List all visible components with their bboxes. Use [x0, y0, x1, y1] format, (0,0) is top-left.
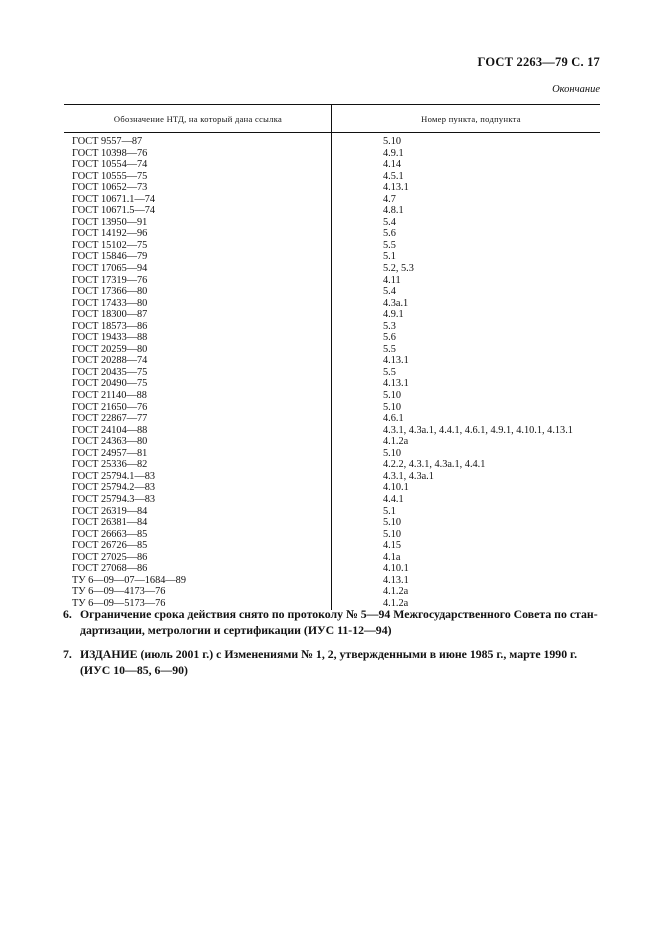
table-row: [64, 298, 600, 310]
table-row: [64, 344, 600, 356]
clause-cell: 4.7: [383, 193, 396, 205]
table-row: [64, 378, 600, 390]
clause-cell: 4.3.1, 4.3а.1, 4.4.1, 4.6.1, 4.9.1, 4.10.1, 4.13.1: [383, 424, 573, 436]
designation-cell: ГОСТ 10554—74: [72, 159, 148, 171]
clause-cell: 4.3.1, 4.3а.1: [383, 470, 434, 482]
clause-cell: 4.13.1: [383, 355, 409, 367]
clause-cell: 5.6: [383, 332, 396, 344]
table-row: [64, 471, 600, 483]
clause-cell: 4.11: [383, 274, 401, 286]
clause-cell: 4.13.1: [383, 574, 409, 586]
designation-cell: ГОСТ 10652—73: [72, 182, 148, 194]
clause-cell: 4.3а.1: [383, 297, 409, 309]
designation-cell: ГОСТ 10398—76: [72, 147, 148, 159]
designation-cell: ГОСТ 25794.1—83: [72, 470, 156, 482]
clause-cell: 4.15: [383, 540, 402, 552]
table-row: [64, 517, 600, 529]
designation-cell: ГОСТ 17065—94: [72, 263, 148, 275]
table-row: [64, 436, 600, 448]
designation-cell: ГОСТ 10555—75: [72, 170, 148, 182]
table-row: [64, 506, 600, 518]
table-body: [64, 133, 600, 609]
clause-cell: 5.10: [383, 447, 402, 459]
table-row: [64, 482, 600, 494]
clause-cell: 5.1: [383, 505, 396, 517]
table-row: [64, 355, 600, 367]
table-row: [64, 275, 600, 287]
table-row: [64, 390, 600, 402]
table-row: [64, 148, 600, 160]
column-header-designation: Обозначение НТД, на который дана ссылка: [113, 113, 283, 124]
designation-cell: ТУ 6—09—07—1684—89: [72, 574, 186, 586]
clause-cell: 5.1: [383, 251, 396, 263]
designation-cell: ГОСТ 10671.1—74: [72, 193, 156, 205]
designation-cell: ГОСТ 22867—77: [72, 413, 148, 425]
clause-cell: 5.2, 5.3: [383, 263, 414, 275]
table-row: [64, 263, 600, 275]
clause-cell: 4.9.1: [383, 309, 404, 321]
clause-cell: 4.5.1: [383, 170, 404, 182]
table-row: [64, 228, 600, 240]
page-header-title: ГОСТ 2263—79 С. 17: [477, 55, 600, 69]
clause-cell: 5.10: [383, 390, 402, 402]
designation-cell: ГОСТ 24957—81: [72, 447, 148, 459]
table-row: [64, 563, 600, 575]
note-7-line-1: ИЗДАНИЕ (июль 2001 г.) с Изменениями № 1, 2, утвержденными в июне 1985 г., марте 1990 г.: [80, 647, 578, 661]
table-row: [64, 448, 600, 460]
clause-cell: 4.8.1: [383, 205, 404, 217]
designation-cell: ГОСТ 18573—86: [72, 320, 148, 332]
designation-cell: ГОСТ 26726—85: [72, 540, 148, 552]
clause-cell: 4.1.2а: [383, 597, 409, 609]
designation-cell: ГОСТ 26319—84: [72, 505, 148, 517]
designation-cell: ГОСТ 21140—88: [72, 390, 147, 402]
note-6-number: 6.: [63, 607, 72, 621]
clause-cell: 4.4.1: [383, 493, 404, 505]
clause-cell: 4.1.2а: [383, 586, 409, 598]
designation-cell: ГОСТ 26381—84: [72, 517, 148, 529]
table-row: [64, 182, 600, 194]
table-row: [64, 286, 600, 298]
designation-cell: ГОСТ 21650—76: [72, 401, 148, 413]
clause-cell: 4.10.1: [383, 482, 409, 494]
table-row: [64, 321, 600, 333]
designation-cell: ГОСТ 25336—82: [72, 459, 148, 471]
table-row: [64, 367, 600, 379]
designation-cell: ГОСТ 25794.2—83: [72, 482, 156, 494]
note-7-number: 7.: [63, 647, 72, 661]
designation-cell: ТУ 6—09—5173—76: [72, 597, 166, 609]
designation-cell: ГОСТ 19433—88: [72, 332, 148, 344]
table-row: [64, 575, 600, 587]
clause-cell: 5.5: [383, 343, 396, 355]
designation-cell: ГОСТ 10671.5—74: [72, 205, 156, 217]
note-7-line-2: (ИУС 10—85, 6—90): [80, 663, 188, 677]
clause-cell: 4.13.1: [383, 378, 409, 390]
table-row: [64, 171, 600, 183]
clause-cell: 4.9.1: [383, 147, 404, 159]
clause-cell: 5.10: [383, 401, 402, 413]
designation-cell: ГОСТ 20288—74: [72, 355, 148, 367]
designation-cell: ГОСТ 27025—86: [72, 551, 148, 563]
table-row: [64, 194, 600, 206]
clause-cell: 5.3: [383, 320, 396, 332]
table-row: [64, 586, 600, 598]
table-row: [64, 552, 600, 564]
table-header: [64, 105, 600, 132]
clause-cell: 4.14: [383, 159, 402, 171]
table-row: [64, 459, 600, 471]
table-row: [64, 205, 600, 217]
designation-cell: ГОСТ 13950—91: [72, 216, 148, 228]
designation-cell: ГОСТ 17319—76: [72, 274, 148, 286]
table-row: [64, 529, 600, 541]
clause-cell: 5.4: [383, 216, 396, 228]
note-6-line-1: Ограничение срока действия снято по протоколу № 5—94 Межгосударственного Совета по стан-: [80, 607, 598, 621]
note-6: [63, 606, 609, 638]
clause-cell: 5.5: [383, 366, 396, 378]
table-row: [64, 309, 600, 321]
body-column-divider: [331, 133, 332, 610]
table-row: [64, 413, 600, 425]
designation-cell: ГОСТ 14192—96: [72, 228, 148, 240]
clause-cell: 4.6.1: [383, 413, 404, 425]
clause-cell: 5.10: [383, 136, 402, 147]
clause-cell: 5.10: [383, 517, 402, 529]
table-row: [64, 136, 600, 148]
clause-cell: 5.6: [383, 228, 396, 240]
designation-cell: ГОСТ 25794.3—83: [72, 493, 156, 505]
designation-cell: ГОСТ 20259—80: [72, 343, 148, 355]
clause-cell: 4.13.1: [383, 182, 409, 194]
designation-cell: ГОСТ 15846—79: [72, 251, 148, 263]
note-7: [63, 646, 609, 678]
references-table: [64, 104, 600, 609]
table-row: [64, 240, 600, 252]
continuation-label: Окончание: [552, 84, 600, 95]
designation-cell: ГОСТ 9557—87: [72, 136, 143, 147]
designation-cell: ГОСТ 27068—86: [72, 563, 148, 575]
clause-cell: 4.2.2, 4.3.1, 4.3а.1, 4.4.1: [383, 459, 486, 471]
designation-cell: ГОСТ 20490—75: [72, 378, 148, 390]
designation-cell: ТУ 6—09—4173—76: [72, 586, 166, 598]
table-row: [64, 494, 600, 506]
table-row: [64, 217, 600, 229]
designation-cell: ГОСТ 18300—87: [72, 309, 148, 321]
designation-cell: ГОСТ 17433—80: [72, 297, 148, 309]
table-row: [64, 159, 600, 171]
clause-cell: 5.5: [383, 239, 396, 251]
clause-cell: 4.10.1: [383, 563, 409, 575]
designation-cell: ГОСТ 20435—75: [72, 366, 148, 378]
designation-cell: ГОСТ 24363—80: [72, 436, 148, 448]
table-row: [64, 540, 600, 552]
designation-cell: ГОСТ 15102—75: [72, 239, 148, 251]
designation-cell: ГОСТ 17366—80: [72, 286, 148, 298]
clause-cell: 5.4: [383, 286, 396, 298]
table-row: [64, 402, 600, 414]
note-6-line-2: дартизации, метрологии и сертификации (ИУС 11-12—94): [80, 623, 392, 637]
table-row: [64, 251, 600, 263]
table-row: [64, 332, 600, 344]
column-header-clause: Номер пункта, подпункта: [421, 113, 521, 124]
designation-cell: ГОСТ 24104—88: [72, 424, 148, 436]
clause-cell: 5.10: [383, 528, 402, 540]
header-column-divider: [331, 105, 332, 132]
clause-cell: 4.1а: [383, 551, 401, 563]
designation-cell: ГОСТ 26663—85: [72, 528, 148, 540]
table-row: [64, 425, 600, 437]
clause-cell: 4.1.2а: [383, 436, 409, 448]
